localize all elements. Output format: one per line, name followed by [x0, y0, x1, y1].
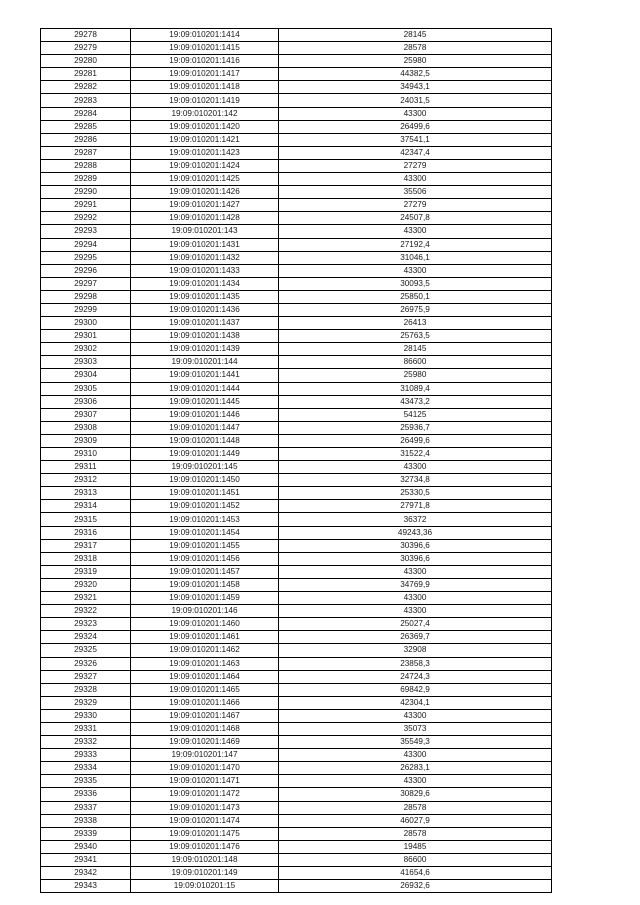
row-number-cell: 29325: [41, 644, 131, 657]
cadastral-number-cell: 19:09:010201:1426: [131, 186, 279, 199]
value-cell: 31046,1: [279, 251, 552, 264]
cadastral-number-cell: 19:09:010201:1423: [131, 146, 279, 159]
cadastral-number-cell: 19:09:010201:1463: [131, 657, 279, 670]
table-row: [41, 749, 552, 762]
value-cell: 42347,4: [279, 146, 552, 159]
value-cell: 30396,6: [279, 552, 552, 565]
row-number-cell: 29339: [41, 827, 131, 840]
cadastral-number-cell: 19:09:010201:1462: [131, 644, 279, 657]
table-row: [41, 853, 552, 866]
table-row: [41, 159, 552, 172]
value-cell: 26975,9: [279, 303, 552, 316]
table-row: [41, 709, 552, 722]
value-cell: 34769,9: [279, 578, 552, 591]
row-number-cell: 29280: [41, 55, 131, 68]
cadastral-number-cell: 19:09:010201:1438: [131, 330, 279, 343]
table-row: [41, 500, 552, 513]
row-number-cell: 29290: [41, 186, 131, 199]
table-row: [41, 120, 552, 133]
cadastral-number-cell: 19:09:010201:1458: [131, 578, 279, 591]
row-number-cell: 29292: [41, 212, 131, 225]
value-cell: 32908: [279, 644, 552, 657]
value-cell: 25330,5: [279, 487, 552, 500]
row-number-cell: 29305: [41, 382, 131, 395]
table-row: [41, 775, 552, 788]
cadastral-number-cell: 19:09:010201:1446: [131, 408, 279, 421]
table-row: [41, 225, 552, 238]
table-row: [41, 264, 552, 277]
row-number-cell: 29299: [41, 303, 131, 316]
value-cell: 27279: [279, 199, 552, 212]
table-row: [41, 356, 552, 369]
cadastral-number-cell: 19:09:010201:1415: [131, 42, 279, 55]
value-cell: 31522,4: [279, 448, 552, 461]
cadastral-number-cell: 19:09:010201:143: [131, 225, 279, 238]
value-cell: 25980: [279, 369, 552, 382]
cadastral-number-cell: 19:09:010201:1427: [131, 199, 279, 212]
cadastral-number-cell: 19:09:010201:1439: [131, 343, 279, 356]
table-row: [41, 539, 552, 552]
value-cell: 69842,9: [279, 683, 552, 696]
table-row: [41, 487, 552, 500]
row-number-cell: 29309: [41, 434, 131, 447]
cadastral-number-cell: 19:09:010201:145: [131, 461, 279, 474]
row-number-cell: 29313: [41, 487, 131, 500]
table-row: [41, 448, 552, 461]
value-cell: 28578: [279, 827, 552, 840]
table-row: [41, 290, 552, 303]
row-number-cell: 29296: [41, 264, 131, 277]
cadastral-number-cell: 19:09:010201:1471: [131, 775, 279, 788]
cadastral-number-cell: 19:09:010201:1416: [131, 55, 279, 68]
row-number-cell: 29340: [41, 840, 131, 853]
row-number-cell: 29318: [41, 552, 131, 565]
value-cell: 28145: [279, 29, 552, 42]
row-number-cell: 29304: [41, 369, 131, 382]
cadastral-number-cell: 19:09:010201:1466: [131, 696, 279, 709]
cadastral-number-cell: 19:09:010201:1465: [131, 683, 279, 696]
row-number-cell: 29293: [41, 225, 131, 238]
value-cell: 35506: [279, 186, 552, 199]
table-row: [41, 330, 552, 343]
cadastral-number-cell: 19:09:010201:1433: [131, 264, 279, 277]
row-number-cell: 29285: [41, 120, 131, 133]
cadastral-number-cell: 19:09:010201:1419: [131, 94, 279, 107]
value-cell: 25980: [279, 55, 552, 68]
cadastral-number-cell: 19:09:010201:1425: [131, 173, 279, 186]
cadastral-number-cell: 19:09:010201:146: [131, 605, 279, 618]
table-row: [41, 146, 552, 159]
cadastral-number-cell: 19:09:010201:1450: [131, 474, 279, 487]
value-cell: 19485: [279, 840, 552, 853]
table-row: [41, 880, 552, 893]
row-number-cell: 29321: [41, 592, 131, 605]
table-row: [41, 736, 552, 749]
row-number-cell: 29335: [41, 775, 131, 788]
value-cell: 54125: [279, 408, 552, 421]
value-cell: 43300: [279, 173, 552, 186]
table-row: [41, 317, 552, 330]
row-number-cell: 29306: [41, 395, 131, 408]
value-cell: 43300: [279, 775, 552, 788]
row-number-cell: 29314: [41, 500, 131, 513]
row-number-cell: 29317: [41, 539, 131, 552]
table-row: [41, 618, 552, 631]
cadastral-number-cell: 19:09:010201:1447: [131, 421, 279, 434]
table-row: [41, 343, 552, 356]
value-cell: 28145: [279, 343, 552, 356]
row-number-cell: 29287: [41, 146, 131, 159]
row-number-cell: 29297: [41, 277, 131, 290]
value-cell: 43300: [279, 107, 552, 120]
table-row: [41, 513, 552, 526]
table-row: [41, 722, 552, 735]
value-cell: 25850,1: [279, 290, 552, 303]
cadastral-number-cell: 19:09:010201:1441: [131, 369, 279, 382]
row-number-cell: 29282: [41, 81, 131, 94]
value-cell: 43300: [279, 749, 552, 762]
row-number-cell: 29310: [41, 448, 131, 461]
row-number-cell: 29298: [41, 290, 131, 303]
row-number-cell: 29343: [41, 880, 131, 893]
cadastral-number-cell: 19:09:010201:1421: [131, 133, 279, 146]
value-cell: 30829,6: [279, 788, 552, 801]
value-cell: 41654,6: [279, 867, 552, 880]
cadastral-number-cell: 19:09:010201:1417: [131, 68, 279, 81]
table-row: [41, 408, 552, 421]
value-cell: 26413: [279, 317, 552, 330]
value-cell: 37541,1: [279, 133, 552, 146]
cadastral-number-cell: 19:09:010201:1414: [131, 29, 279, 42]
row-number-cell: 29332: [41, 736, 131, 749]
cadastral-number-cell: 19:09:010201:1476: [131, 840, 279, 853]
cadastral-number-cell: 19:09:010201:1469: [131, 736, 279, 749]
cadastral-number-cell: 19:09:010201:1457: [131, 565, 279, 578]
value-cell: 46027,9: [279, 814, 552, 827]
table-row: [41, 592, 552, 605]
row-number-cell: 29333: [41, 749, 131, 762]
row-number-cell: 29316: [41, 526, 131, 539]
table-row: [41, 251, 552, 264]
table-row: [41, 42, 552, 55]
row-number-cell: 29308: [41, 421, 131, 434]
cadastral-number-cell: 19:09:010201:1464: [131, 670, 279, 683]
cadastral-number-cell: 19:09:010201:142: [131, 107, 279, 120]
row-number-cell: 29281: [41, 68, 131, 81]
value-cell: 43300: [279, 709, 552, 722]
value-cell: 25936,7: [279, 421, 552, 434]
cadastral-number-cell: 19:09:010201:1453: [131, 513, 279, 526]
value-cell: 25027,4: [279, 618, 552, 631]
row-number-cell: 29336: [41, 788, 131, 801]
value-cell: 34943,1: [279, 81, 552, 94]
cadastral-number-cell: 19:09:010201:1444: [131, 382, 279, 395]
table-row: [41, 644, 552, 657]
value-cell: 24031,5: [279, 94, 552, 107]
row-number-cell: 29329: [41, 696, 131, 709]
table-row: [41, 526, 552, 539]
row-number-cell: 29341: [41, 853, 131, 866]
value-cell: 43473,2: [279, 395, 552, 408]
table-row: [41, 55, 552, 68]
row-number-cell: 29302: [41, 343, 131, 356]
value-cell: 43300: [279, 264, 552, 277]
cadastral-number-cell: 19:09:010201:1448: [131, 434, 279, 447]
cadastral-number-cell: 19:09:010201:144: [131, 356, 279, 369]
row-number-cell: 29283: [41, 94, 131, 107]
row-number-cell: 29342: [41, 867, 131, 880]
row-number-cell: 29319: [41, 565, 131, 578]
row-number-cell: 29323: [41, 618, 131, 631]
row-number-cell: 29326: [41, 657, 131, 670]
cadastral-number-cell: 19:09:010201:1437: [131, 317, 279, 330]
cadastral-number-cell: 19:09:010201:1432: [131, 251, 279, 264]
cadastral-number-cell: 19:09:010201:1475: [131, 827, 279, 840]
row-number-cell: 29300: [41, 317, 131, 330]
table-row: [41, 827, 552, 840]
row-number-cell: 29328: [41, 683, 131, 696]
row-number-cell: 29295: [41, 251, 131, 264]
value-cell: 31089,4: [279, 382, 552, 395]
value-cell: 43300: [279, 225, 552, 238]
cadastral-number-cell: 19:09:010201:1454: [131, 526, 279, 539]
row-number-cell: 29322: [41, 605, 131, 618]
cadastral-number-cell: 19:09:010201:1424: [131, 159, 279, 172]
value-cell: 43300: [279, 605, 552, 618]
table-row: [41, 565, 552, 578]
table-row: [41, 657, 552, 670]
table-row: [41, 670, 552, 683]
cadastral-number-cell: 19:09:010201:1452: [131, 500, 279, 513]
table-row: [41, 29, 552, 42]
cadastral-number-cell: 19:09:010201:1420: [131, 120, 279, 133]
value-cell: 30093,5: [279, 277, 552, 290]
cadastral-number-cell: 19:09:010201:1434: [131, 277, 279, 290]
table-row: [41, 696, 552, 709]
cadastral-number-cell: 19:09:010201:1449: [131, 448, 279, 461]
row-number-cell: 29294: [41, 238, 131, 251]
value-cell: 26932,6: [279, 880, 552, 893]
table-row: [41, 434, 552, 447]
value-cell: 28578: [279, 42, 552, 55]
value-cell: 24724,3: [279, 670, 552, 683]
value-cell: 32734,8: [279, 474, 552, 487]
table-row: [41, 801, 552, 814]
cadastral-number-cell: 19:09:010201:15: [131, 880, 279, 893]
cadastral-number-cell: 19:09:010201:1461: [131, 631, 279, 644]
cadastral-number-cell: 19:09:010201:1451: [131, 487, 279, 500]
value-cell: 86600: [279, 356, 552, 369]
table-body: [41, 29, 552, 893]
table-row: [41, 81, 552, 94]
table-row: [41, 173, 552, 186]
table-row: [41, 421, 552, 434]
row-number-cell: 29312: [41, 474, 131, 487]
cadastral-number-cell: 19:09:010201:1455: [131, 539, 279, 552]
table-row: [41, 867, 552, 880]
cadastral-number-cell: 19:09:010201:148: [131, 853, 279, 866]
row-number-cell: 29288: [41, 159, 131, 172]
row-number-cell: 29324: [41, 631, 131, 644]
cadastral-number-cell: 19:09:010201:1473: [131, 801, 279, 814]
cadastral-number-cell: 19:09:010201:1467: [131, 709, 279, 722]
cadastral-number-cell: 19:09:010201:1428: [131, 212, 279, 225]
row-number-cell: 29338: [41, 814, 131, 827]
table-row: [41, 683, 552, 696]
row-number-cell: 29279: [41, 42, 131, 55]
row-number-cell: 29303: [41, 356, 131, 369]
table-row: [41, 277, 552, 290]
value-cell: 27192,4: [279, 238, 552, 251]
cadastral-number-cell: 19:09:010201:1468: [131, 722, 279, 735]
cadastral-number-cell: 19:09:010201:1445: [131, 395, 279, 408]
row-number-cell: 29315: [41, 513, 131, 526]
cadastral-number-cell: 19:09:010201:1456: [131, 552, 279, 565]
row-number-cell: 29337: [41, 801, 131, 814]
table-row: [41, 382, 552, 395]
cadastral-number-cell: 19:09:010201:1436: [131, 303, 279, 316]
table-row: [41, 186, 552, 199]
value-cell: 36372: [279, 513, 552, 526]
table-row: [41, 369, 552, 382]
table-row: [41, 133, 552, 146]
cadastral-number-cell: 19:09:010201:1472: [131, 788, 279, 801]
table-row: [41, 631, 552, 644]
value-cell: 42304,1: [279, 696, 552, 709]
value-cell: 43300: [279, 592, 552, 605]
table-row: [41, 552, 552, 565]
cadastral-number-cell: 19:09:010201:1474: [131, 814, 279, 827]
cadastral-number-cell: 19:09:010201:1435: [131, 290, 279, 303]
data-table: [40, 28, 552, 893]
table-row: [41, 107, 552, 120]
row-number-cell: 29320: [41, 578, 131, 591]
value-cell: 43300: [279, 565, 552, 578]
value-cell: 35073: [279, 722, 552, 735]
table-row: [41, 238, 552, 251]
value-cell: 23858,3: [279, 657, 552, 670]
value-cell: 44382,5: [279, 68, 552, 81]
cadastral-number-cell: 19:09:010201:1459: [131, 592, 279, 605]
table-row: [41, 303, 552, 316]
cadastral-number-cell: 19:09:010201:1431: [131, 238, 279, 251]
table-row: [41, 814, 552, 827]
value-cell: 26369,7: [279, 631, 552, 644]
table-row: [41, 461, 552, 474]
value-cell: 26499,6: [279, 120, 552, 133]
value-cell: 24507,8: [279, 212, 552, 225]
row-number-cell: 29311: [41, 461, 131, 474]
row-number-cell: 29301: [41, 330, 131, 343]
cadastral-number-cell: 19:09:010201:1460: [131, 618, 279, 631]
table-row: [41, 68, 552, 81]
cadastral-number-cell: 19:09:010201:1418: [131, 81, 279, 94]
value-cell: 43300: [279, 461, 552, 474]
row-number-cell: 29291: [41, 199, 131, 212]
value-cell: 30396,6: [279, 539, 552, 552]
value-cell: 28578: [279, 801, 552, 814]
table-row: [41, 840, 552, 853]
row-number-cell: 29330: [41, 709, 131, 722]
value-cell: 25763,5: [279, 330, 552, 343]
value-cell: 26283,1: [279, 762, 552, 775]
value-cell: 27971,8: [279, 500, 552, 513]
row-number-cell: 29331: [41, 722, 131, 735]
table-row: [41, 199, 552, 212]
cadastral-number-cell: 19:09:010201:149: [131, 867, 279, 880]
value-cell: 27279: [279, 159, 552, 172]
row-number-cell: 29286: [41, 133, 131, 146]
row-number-cell: 29327: [41, 670, 131, 683]
row-number-cell: 29289: [41, 173, 131, 186]
value-cell: 35549,3: [279, 736, 552, 749]
table-row: [41, 474, 552, 487]
value-cell: 86600: [279, 853, 552, 866]
row-number-cell: 29284: [41, 107, 131, 120]
cadastral-number-cell: 19:09:010201:1470: [131, 762, 279, 775]
row-number-cell: 29334: [41, 762, 131, 775]
row-number-cell: 29278: [41, 29, 131, 42]
value-cell: 49243,36: [279, 526, 552, 539]
value-cell: 26499,6: [279, 434, 552, 447]
table-row: [41, 395, 552, 408]
table-row: [41, 762, 552, 775]
row-number-cell: 29307: [41, 408, 131, 421]
table-row: [41, 605, 552, 618]
cadastral-number-cell: 19:09:010201:147: [131, 749, 279, 762]
table-row: [41, 578, 552, 591]
table-row: [41, 212, 552, 225]
table-row: [41, 94, 552, 107]
table-row: [41, 788, 552, 801]
